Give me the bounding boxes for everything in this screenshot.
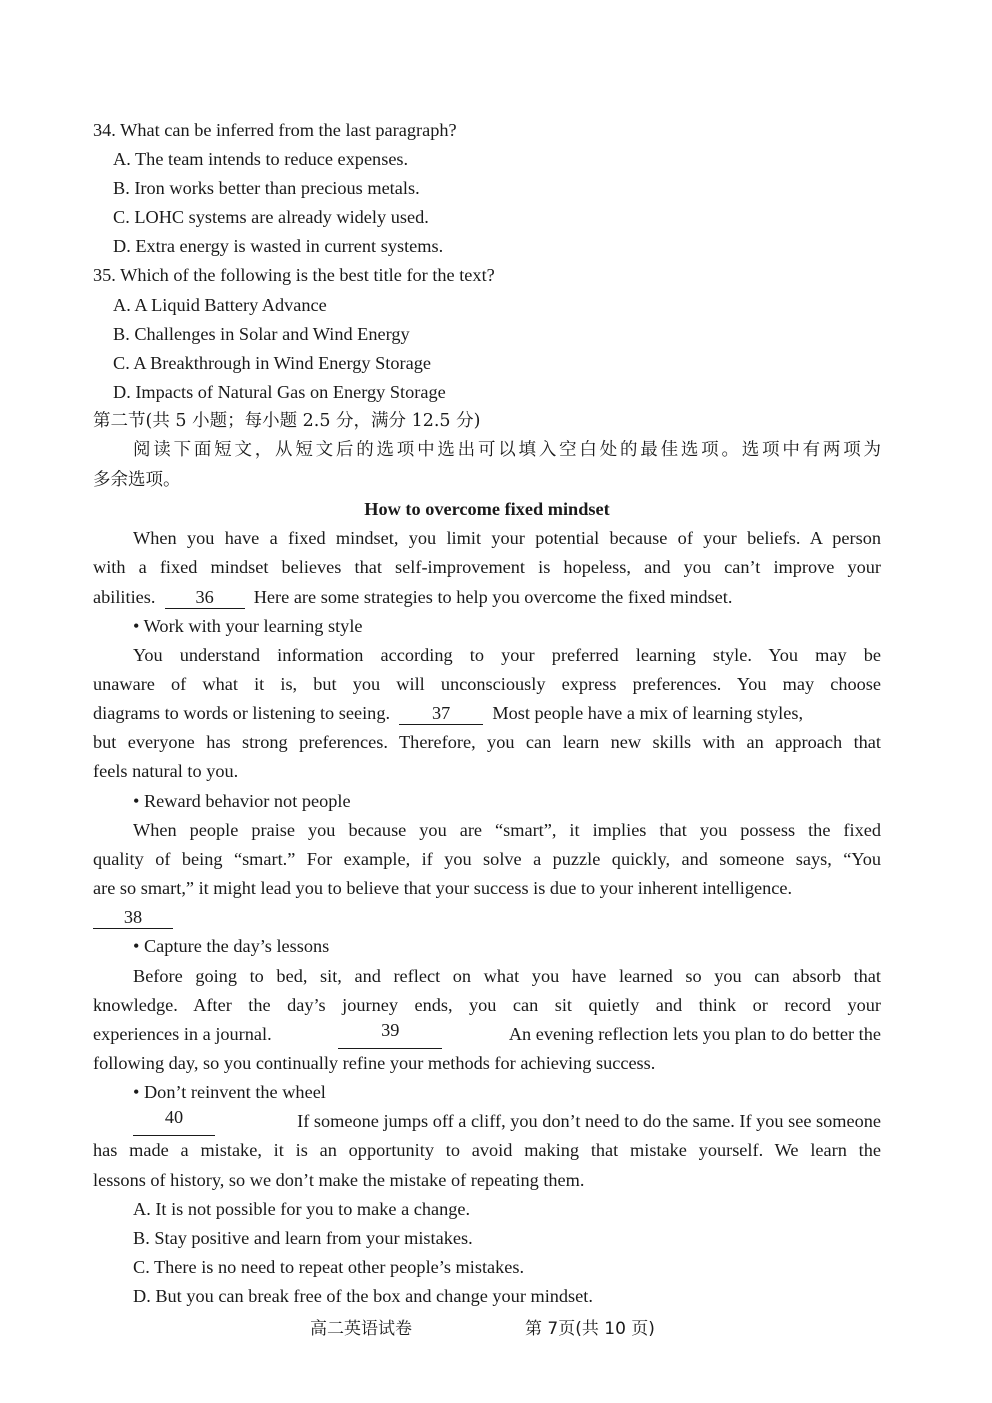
paragraph-line: are so smart,” it might lead you to believe that your success is due to your inherent intelligence. [93,878,793,898]
strategy-heading: • Reward behavior not people [133,791,351,811]
paragraph-line [93,1020,881,1049]
paragraph-line: You understand information according to your preferred learning style. You may be [133,645,881,665]
paragraph-line [133,1107,881,1136]
blank-38: 38 [93,907,173,929]
q35-option-d: D. Impacts of Natural Gas on Energy Storage [113,382,446,402]
text-segment: abilities. [93,587,156,607]
text-segment: Most people have a mix of learning styles, [492,703,804,723]
strategy-heading: • Capture the day’s lessons [133,936,330,956]
choice-c: C. There is no need to repeat other people’s mistakes. [133,1257,525,1277]
q34-option-b: B. Iron works better than precious metals. [113,178,420,198]
paragraph-line: following day, so you continually refine your methods for achieving success. [93,1053,656,1073]
paragraph-line: knowledge. After the day’s journey ends, you can sit quietly and think or record your [93,995,881,1015]
section-instruction: 阅读下面短文，从短文后的选项中选出可以填入空白处的最佳选项。选项中有两项为 [133,440,881,460]
strategy-heading: • Work with your learning style [133,616,363,636]
q35-option-a: A. A Liquid Battery Advance [113,295,327,315]
q35-option-b: B. Challenges in Solar and Wind Energy [113,324,410,344]
question-35-stem: 35. Which of the following is the best title for the text? [93,265,495,285]
question-34-stem: 34. What can be inferred from the last paragraph? [93,120,457,140]
text-segment: If someone jumps off a cliff, you don’t need to do the same. If you see someone [297,1111,881,1131]
passage-title: How to overcome fixed mindset [364,499,610,519]
blank-40: 40 [133,1107,215,1136]
footer-exam-name: 高二英语试卷 [310,1319,412,1339]
paragraph-line: Before going to bed, sit, and reflect on what you have learned so you can absorb that [133,966,881,986]
section-header: 第二节(共 5 小题；每小题 2.5 分，满分 12.5 分) [93,411,481,431]
footer-page-number: 第 7页(共 10 页) [525,1319,655,1339]
paragraph-line: When you have a fixed mindset, you limit your potential because of your beliefs. A person [133,528,881,548]
text-segment: An evening reflection lets you plan to do better the [508,1024,881,1044]
q34-option-d: D. Extra energy is wasted in current systems. [113,236,444,256]
q34-option-c: C. LOHC systems are already widely used. [113,207,429,227]
paragraph-line: When people praise you because you are “smart”, it implies that you possess the fixed [133,820,881,840]
choice-b: B. Stay positive and learn from your mistakes. [133,1228,473,1248]
paragraph-line [93,903,881,932]
q35-option-c: C. A Breakthrough in Wind Energy Storage [113,353,431,373]
blank-36: 36 [165,587,245,609]
strategy-heading: • Don’t reinvent the wheel [133,1082,326,1102]
paragraph-line: quality of being “smart.” For example, if you solve a puzzle quickly, and someone says, “You [93,849,881,869]
paragraph-line: lessons of history, so we don’t make the mistake of repeating them. [93,1170,585,1190]
choice-a: A. It is not possible for you to make a change. [133,1199,471,1219]
q34-option-a: A. The team intends to reduce expenses. [113,149,409,169]
choice-d: D. But you can break free of the box and change your mindset. [133,1286,593,1306]
blank-39: 39 [338,1020,442,1049]
paragraph-line: but everyone has strong preferences. Therefore, you can learn new skills with an approach that [93,732,881,752]
paragraph-line: with a fixed mindset believes that self-improvement is hopeless, and you can’t improve your [93,557,881,577]
text-segment: experiences in a journal. [93,1024,272,1044]
paragraph-line: has made a mistake, it is an opportunity to avoid making that mistake yourself. We learn the [93,1140,881,1160]
section-instruction-cont: 多余选项。 [93,470,181,490]
blank-37: 37 [399,703,483,725]
paragraph-line: feels natural to you. [93,761,239,781]
text-segment: Here are some strategies to help you overcome the fixed mindset. [253,587,733,607]
text-segment: diagrams to words or listening to seeing. [93,703,391,723]
paragraph-line [93,583,881,612]
paragraph-line [93,699,881,728]
paragraph-line: unaware of what it is, but you will unconsciously express preferences. You may choose [93,674,881,694]
